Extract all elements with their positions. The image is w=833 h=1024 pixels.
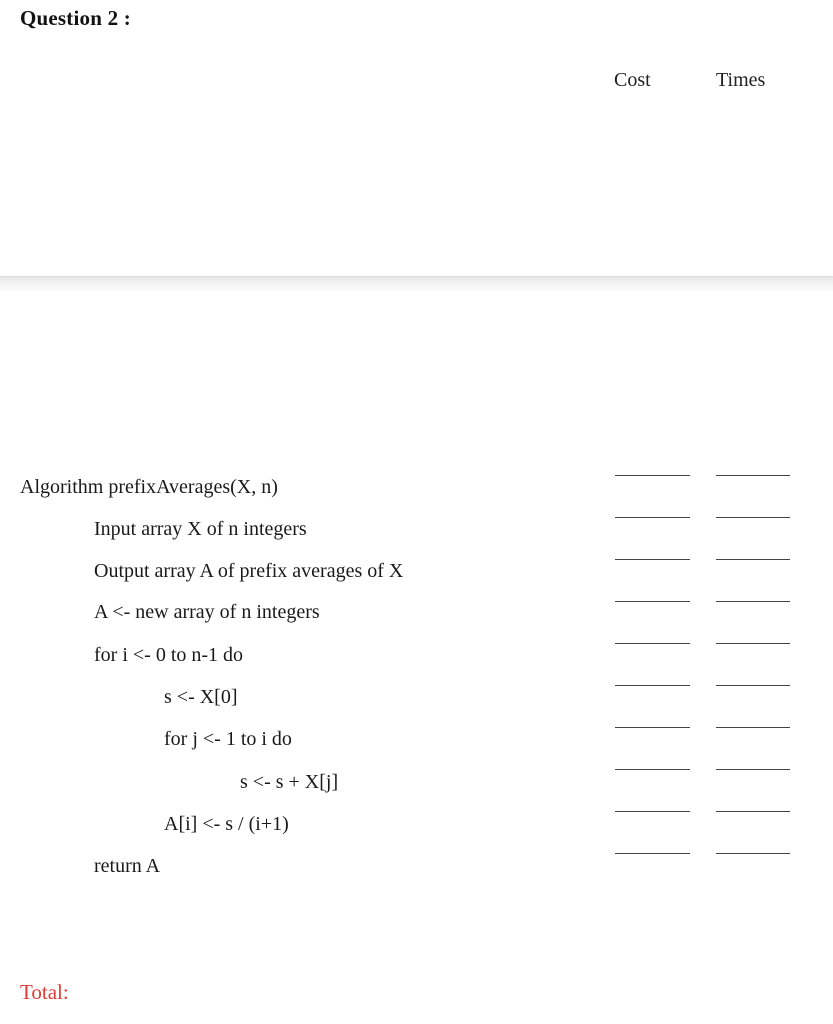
times-blank[interactable]	[716, 811, 790, 812]
algorithm-line-return: return A	[94, 855, 161, 877]
question-title: Question 2 :	[20, 6, 131, 30]
algorithm-line-for-i: for i <- 0 to n-1 do	[94, 644, 244, 666]
times-blank[interactable]	[716, 601, 790, 602]
algorithm-line-s-init: s <- X[0]	[164, 686, 238, 708]
cost-blank[interactable]	[615, 853, 690, 854]
algorithm-output-line: Output array A of prefix averages of X	[94, 560, 404, 582]
times-blank[interactable]	[716, 559, 790, 560]
algorithm-header: Algorithm prefixAverages(X, n)	[20, 476, 278, 498]
algorithm-line-for-j: for j <- 1 to i do	[164, 728, 292, 750]
algorithm-input-line: Input array X of n integers	[94, 518, 307, 540]
cost-blank[interactable]	[615, 727, 690, 728]
times-blank[interactable]	[716, 769, 790, 770]
times-blank[interactable]	[716, 727, 790, 728]
times-column-header: Times	[716, 69, 766, 91]
cost-blank[interactable]	[615, 643, 690, 644]
cost-blank[interactable]	[615, 811, 690, 812]
algorithm-line-new-array: A <- new array of n integers	[94, 601, 320, 623]
cost-blank[interactable]	[615, 685, 690, 686]
cost-blank[interactable]	[615, 517, 690, 518]
times-blank[interactable]	[716, 685, 790, 686]
cost-blank[interactable]	[615, 601, 690, 602]
algorithm-line-s-accumulate: s <- s + X[j]	[240, 771, 339, 793]
times-blank[interactable]	[716, 643, 790, 644]
section-divider	[0, 276, 833, 291]
cost-blank[interactable]	[615, 475, 690, 476]
cost-blank[interactable]	[615, 769, 690, 770]
cost-blank[interactable]	[615, 559, 690, 560]
times-blank[interactable]	[716, 475, 790, 476]
times-blank[interactable]	[716, 517, 790, 518]
times-blank[interactable]	[716, 853, 790, 854]
algorithm-line-assign-a: A[i] <- s / (i+1)	[164, 813, 289, 835]
total-label: Total:	[20, 980, 69, 1004]
cost-column-header: Cost	[614, 69, 651, 91]
